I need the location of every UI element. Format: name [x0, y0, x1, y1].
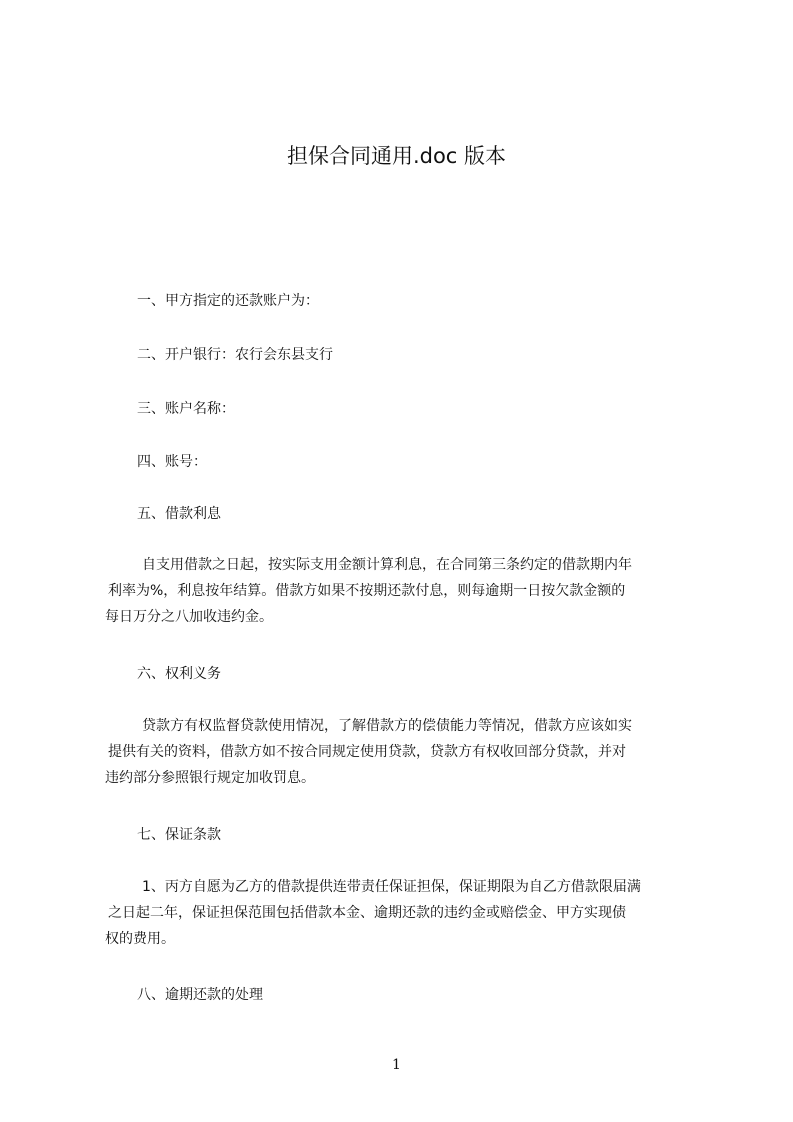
paragraph-line: 提供有关的资料，借款方如不按合同规定使用贷款，贷款方有权收回部分贷款，并对: [108, 744, 626, 760]
section-heading-account: 一、甲方指定的还款账户为：: [137, 293, 319, 309]
paragraph-guarantee: [105, 874, 705, 952]
section-heading-guarantee: 七、保证条款: [137, 827, 221, 843]
document-title: 担保合同通用.doc 版本: [286, 144, 507, 168]
paragraph-line: 权的费用。: [105, 931, 175, 947]
section-heading-overdue: 八、逾期还款的处理: [137, 987, 263, 1003]
paragraph-line: 贷款方有权监督贷款使用情况，了解借款方的偿债能力等情况，借款方应该如实: [142, 718, 632, 734]
paragraph-line: 利率为%，利息按年结算。借款方如果不按期还款付息，则每逾期一日按欠款金额的: [108, 583, 626, 599]
paragraph-line: 自支用借款之日起，按实际支用金额计算利息，在合同第三条约定的借款期内年: [142, 557, 632, 573]
section-heading-account-number: 四、账号：: [137, 454, 207, 470]
paragraph-line: 1、丙方自愿为乙方的借款提供连带责任保证担保，保证期限为自乙方借款限届满: [142, 879, 641, 895]
section-heading-bank: 二、开户银行：农行会东县支行: [137, 347, 333, 363]
paragraph-line: 之日起二年，保证担保范围包括借款本金、逾期还款的违约金或赔偿金、甲方实现债: [108, 905, 626, 921]
page-number: 1: [392, 1057, 401, 1073]
section-heading-interest: 五、借款利息: [137, 506, 221, 522]
paragraph-line: 每日万分之八加收违约金。: [105, 609, 273, 625]
paragraph-line: 违约部分参照银行规定加收罚息。: [105, 770, 315, 786]
section-heading-account-name: 三、账户名称：: [137, 401, 235, 417]
section-heading-rights: 六、权利义务: [137, 666, 221, 682]
paragraph-interest: [105, 552, 705, 630]
paragraph-rights: [105, 713, 705, 791]
